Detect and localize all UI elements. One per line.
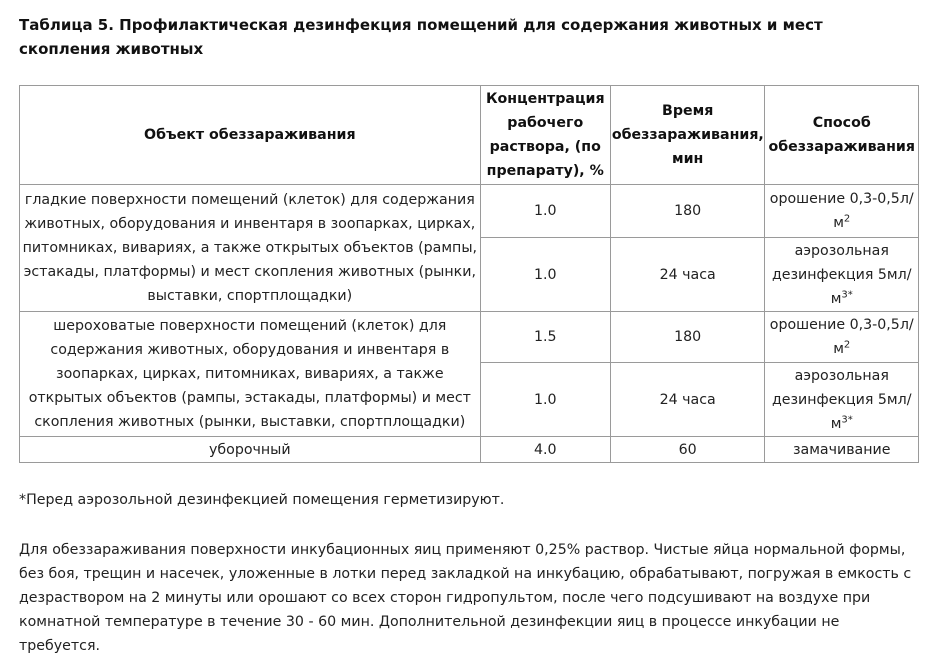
concentration-cell: 1.0: [480, 185, 610, 238]
time-cell: 24 часа: [610, 363, 765, 437]
method-cell: замачивание: [765, 437, 919, 463]
object-cell: гладкие поверхности помещений (клеток) для содержания животных, оборудования и инвентаря в зоопарках, цирках, питомниках, вивариях, а также открытых объектов (рампы, эстакады, платформы) и мест скопления животных (рынки, выставки, спортплощадки): [20, 185, 481, 312]
method-text: аэрозольная дезинфекция 5мл/м: [771, 242, 912, 307]
method-superscript: 2: [843, 213, 851, 225]
table-title: Таблица 5. Профилактическая дезинфекция помещений для содержания животных и мест скопления животных: [19, 16, 823, 58]
time-cell: 24 часа: [610, 238, 765, 312]
concentration-cell: 1.0: [480, 363, 610, 437]
method-text: орошение 0,3-0,5л/м: [769, 191, 914, 231]
concentration-cell: 1.5: [480, 312, 610, 363]
table-header-row: [20, 86, 919, 185]
footnote: *Перед аэрозольной дезинфекцией помещения герметизируют.: [19, 492, 505, 508]
method-superscript: 3*: [841, 288, 853, 300]
body-paragraph: Для обеззараживания поверхности инкубационных яиц применяют 0,25% раствор. Чистые яйца нормальной формы, без боя, трещин и насечек, уложенные в лотки перед закладкой на инкубацию, обрабатывают, погружая в емкость с дезраствором на 2 минуты или орошают со всех сторон гидропультом, после чего подсушивают на воздухе при комнатной температуре в течение 30 - 60 мин. Дополнительной дезинфекции яиц в процессе инкубации не требуется.: [19, 542, 912, 654]
table-row: [20, 312, 919, 363]
method-text: аэрозольная дезинфекция 5мл/м: [771, 367, 912, 432]
table-row: [20, 185, 919, 238]
concentration-cell: 4.0: [480, 437, 610, 463]
method-superscript: 2: [843, 339, 851, 351]
time-cell: 180: [610, 312, 765, 363]
method-superscript: 3*: [841, 413, 853, 425]
method-cell: [765, 312, 919, 363]
object-cell: шероховатые поверхности помещений (клеток) для содержания животных, оборудования и инвентаря в зоопарках, цирках, питомниках, вивариях, а также открытых объектов (рампы, эстакады, платформы) и мест скопления животных (рынки, выставки, спортплощадки): [20, 312, 481, 437]
table-row: [20, 437, 919, 463]
header-concentration: Концентрация рабочего раствора, (по препарату), %: [480, 86, 610, 185]
method-cell: [765, 363, 919, 437]
header-object: Объект обеззараживания: [20, 86, 481, 185]
concentration-cell: 1.0: [480, 238, 610, 312]
method-cell: [765, 185, 919, 238]
method-text: орошение 0,3-0,5л/м: [769, 317, 914, 357]
object-cell: уборочный: [20, 437, 481, 463]
time-cell: 60: [610, 437, 765, 463]
time-cell: 180: [610, 185, 765, 238]
method-cell: [765, 238, 919, 312]
header-time: Время обеззараживания, мин: [610, 86, 765, 185]
header-method: Способ обеззараживания: [765, 86, 919, 185]
disinfection-table: [19, 85, 919, 463]
